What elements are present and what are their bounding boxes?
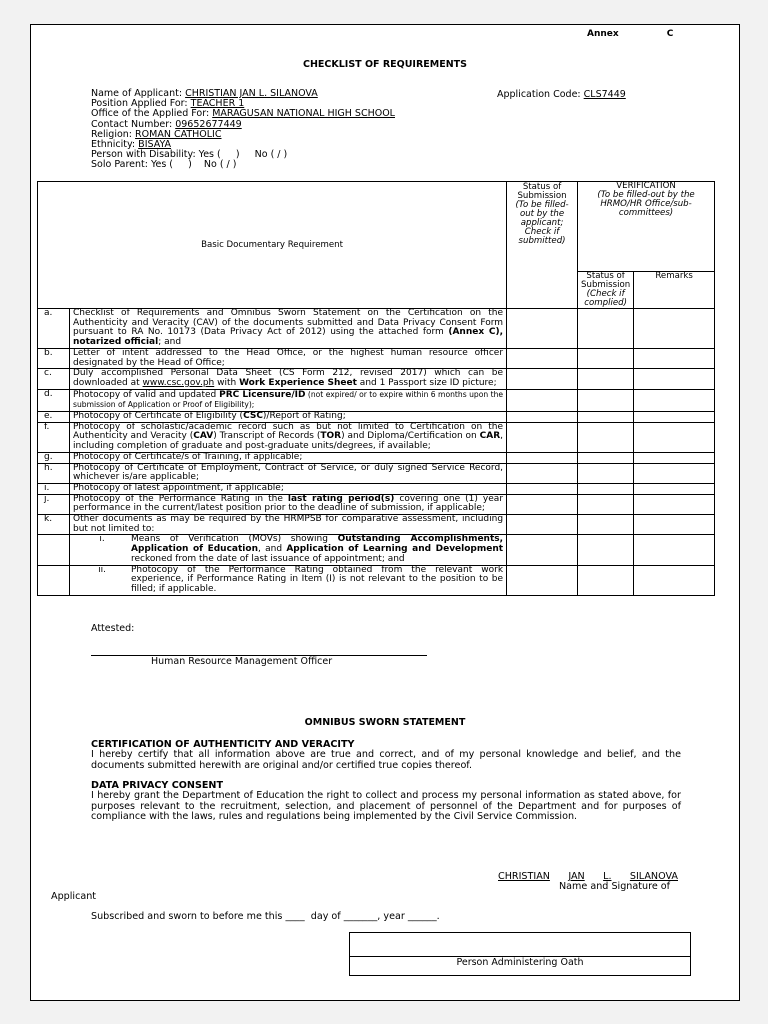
verify-cell[interactable] — [578, 412, 634, 423]
requirement-row — [38, 348, 715, 368]
applicant-caption: Applicant — [51, 891, 97, 902]
status-cell[interactable] — [507, 412, 578, 423]
requirement-row — [38, 389, 715, 411]
status-cell[interactable] — [507, 515, 578, 535]
attested-label: Attested: — [91, 623, 135, 634]
sub-row-i: i. Means of Verification (MOVs) showing Outstanding Accomplishments, Application of Education, and Application of Learning and Development reckoned from the date of last issuance of appointment; and — [38, 535, 715, 565]
header-basic-requirement: Basic Documentary Requirement — [38, 182, 507, 309]
requirement-text: Duly accomplished Personal Data Sheet (CS Form 212, revised 2017) which can be downloaded at www.csc.gov.ph with Work Experience Sheet and 1 Passport size ID picture; — [70, 369, 507, 389]
pwd-row: Person with Disability: Yes ( ) No ( / ) — [91, 149, 288, 161]
status-cell[interactable] — [507, 422, 578, 452]
verify-cell[interactable] — [578, 535, 634, 565]
status-cell[interactable] — [507, 389, 578, 411]
requirement-letter: g. — [38, 452, 70, 463]
verify-cell[interactable] — [578, 422, 634, 452]
omnibus-title: OMNIBUS SWORN STATEMENT — [304, 717, 466, 728]
requirement-row — [38, 422, 715, 452]
status-cell[interactable] — [507, 452, 578, 463]
verify-cell[interactable] — [578, 309, 634, 349]
requirement-letter: d. — [38, 389, 70, 411]
status-cell[interactable] — [507, 494, 578, 514]
remarks-cell[interactable] — [634, 422, 715, 452]
requirement-text: Photocopy of Certificate of Employment, Contract of Service, or duly signed Service Record, whichever is/are applicable; — [70, 463, 507, 483]
solo-parent-row: Solo Parent: Yes ( ) No ( / ) — [91, 159, 237, 171]
verify-cell[interactable] — [578, 463, 634, 483]
remarks-cell[interactable] — [634, 535, 715, 565]
remarks-cell[interactable] — [634, 565, 715, 595]
requirement-row — [38, 463, 715, 483]
checklist-title: CHECKLIST OF REQUIREMENTS — [303, 59, 467, 70]
requirement-text: Photocopy of valid and updated PRC Licensure/ID (not expired/ or to expire within 6 months upon the submission of Application or Proof of Eligibility); — [70, 389, 507, 411]
requirement-text: Other documents as may be required by the HRMPSB for comparative assessment, including but not limited to: — [70, 515, 507, 535]
verify-cell[interactable] — [578, 483, 634, 494]
hrmo-label: Human Resource Management Officer — [151, 656, 333, 667]
requirement-letter: a. — [38, 309, 70, 349]
status-cell[interactable] — [507, 309, 578, 349]
requirement-row — [38, 412, 715, 423]
certification-section: CERTIFICATION OF AUTHENTICITY AND VERACITY I hereby certify that all information above are true and correct, and of my personal knowledge and belief, and the documents submitted herewith are original and/or certified true copies thereof. — [91, 739, 681, 771]
sworn-statement: Subscribed and sworn to before me this ____ day of _______, year ______. — [91, 911, 440, 922]
remarks-cell[interactable] — [634, 389, 715, 411]
requirement-row — [38, 309, 715, 349]
privacy-section: DATA PRIVACY CONSENT I hereby grant the Department of Education the right to collect and process my personal information as stated above, for purposes relevant to the recruitment, selection, and placement of personnel of the Department and for purposes of compliance with the laws, rules and regulations being implemented by the Civil Service Commission. — [91, 780, 681, 822]
verify-cell[interactable] — [578, 348, 634, 368]
remarks-cell[interactable] — [634, 348, 715, 368]
header-status-submission: Status of Submission (To be filled-out by the applicant; Check if submitted) — [507, 182, 578, 309]
status-cell[interactable] — [507, 565, 578, 595]
remarks-cell[interactable] — [634, 483, 715, 494]
applicant-signature-name: CHRISTIAN JAN L. SILANOVA — [498, 871, 678, 882]
header-verification: VERIFICATION (To be filled-out by the HRMO/HR Office/sub-committees) — [578, 182, 715, 272]
office-row: Office of the Applied For: MARAGUSAN NATIONAL HIGH SCHOOL — [91, 108, 395, 120]
sub-row-ii: ii. Photocopy of the Performance Rating obtained from the relevant work experience, if Performance Rating in Item (I) is not relevant to the position to be filled; if applicable. — [38, 565, 715, 595]
requirement-text: Letter of intent addressed to the Head Office, or the highest human resource officer designated by the Head of Office; — [70, 348, 507, 368]
requirements-table — [37, 181, 715, 596]
requirement-letter: c. — [38, 369, 70, 389]
requirement-row — [38, 452, 715, 463]
requirement-text: Photocopy of latest appointment, if applicable; — [70, 483, 507, 494]
remarks-cell[interactable] — [634, 412, 715, 423]
document-page — [30, 24, 740, 1001]
verify-cell[interactable] — [578, 452, 634, 463]
verify-cell[interactable] — [578, 494, 634, 514]
oath-box[interactable] — [349, 932, 691, 976]
status-cell[interactable] — [507, 369, 578, 389]
requirement-text: Photocopy of the Performance Rating in the last rating period(s) covering one (1) year performance in the current/latest position prior to the deadline of submission, if applicable; — [70, 494, 507, 514]
verify-cell[interactable] — [578, 389, 634, 411]
oath-label: Person Administering Oath — [456, 957, 584, 968]
remarks-cell[interactable] — [634, 369, 715, 389]
applicant-info — [91, 89, 395, 171]
requirement-letter: k. — [38, 515, 70, 535]
application-code: Application Code: CLS7449 — [497, 89, 626, 100]
verify-cell[interactable] — [578, 369, 634, 389]
requirement-row — [38, 494, 715, 514]
verify-cell[interactable] — [578, 565, 634, 595]
header-remarks: Remarks — [634, 272, 715, 309]
requirement-row — [38, 369, 715, 389]
header-verif-status: Status of Submission (Check if complied) — [578, 272, 634, 309]
requirement-letter: i. — [38, 483, 70, 494]
status-cell[interactable] — [507, 463, 578, 483]
requirement-letter: e. — [38, 412, 70, 423]
requirement-letter: f. — [38, 422, 70, 452]
religion-row: Religion: ROMAN CATHOLIC — [91, 128, 222, 140]
remarks-cell[interactable] — [634, 463, 715, 483]
requirement-row — [38, 483, 715, 494]
contact-row: Contact Number: 09652677449 — [91, 118, 242, 130]
requirement-row — [38, 515, 715, 535]
remarks-cell[interactable] — [634, 452, 715, 463]
verify-cell[interactable] — [578, 515, 634, 535]
requirement-text: Photocopy of Certificate of Eligibility (CSC)/Report of Rating; — [70, 412, 507, 423]
signature-caption: Name and Signature of — [559, 881, 671, 892]
requirement-letter: j. — [38, 494, 70, 514]
remarks-cell[interactable] — [634, 309, 715, 349]
annex-label: Annex C — [587, 29, 674, 39]
requirement-text: Checklist of Requirements and Omnibus Sworn Statement on the Certification on the Authenticity and Veracity (CAV) of the documents submitted and Data Privacy Consent Form pursuant to RA No. 10173 (Data Privacy Act of 2012) using the attached form (Annex C), notarized official; and — [70, 309, 507, 349]
ethnicity-row: Ethnicity: BISAYA — [91, 139, 172, 151]
requirement-letter: b. — [38, 348, 70, 368]
requirement-letter: h. — [38, 463, 70, 483]
requirement-text: Photocopy of Certificate/s of Training, if applicable; — [70, 452, 507, 463]
requirement-text: Photocopy of scholastic/academic record such as but not limited to Certification on the Authenticity and Veracity (CAV) Transcript of Records (TOR) and Diploma/Certification on CAR, including completion of graduate and post-graduate units/degrees, if available; — [70, 422, 507, 452]
applicant-name-row: Name of Applicant: CHRISTIAN JAN L. SILANOVA — [91, 88, 318, 99]
status-cell[interactable] — [507, 535, 578, 565]
status-cell[interactable] — [507, 348, 578, 368]
status-cell[interactable] — [507, 483, 578, 494]
remarks-cell[interactable] — [634, 515, 715, 535]
position-row: Position Applied For: TEACHER 1 — [91, 98, 245, 110]
remarks-cell[interactable] — [634, 494, 715, 514]
